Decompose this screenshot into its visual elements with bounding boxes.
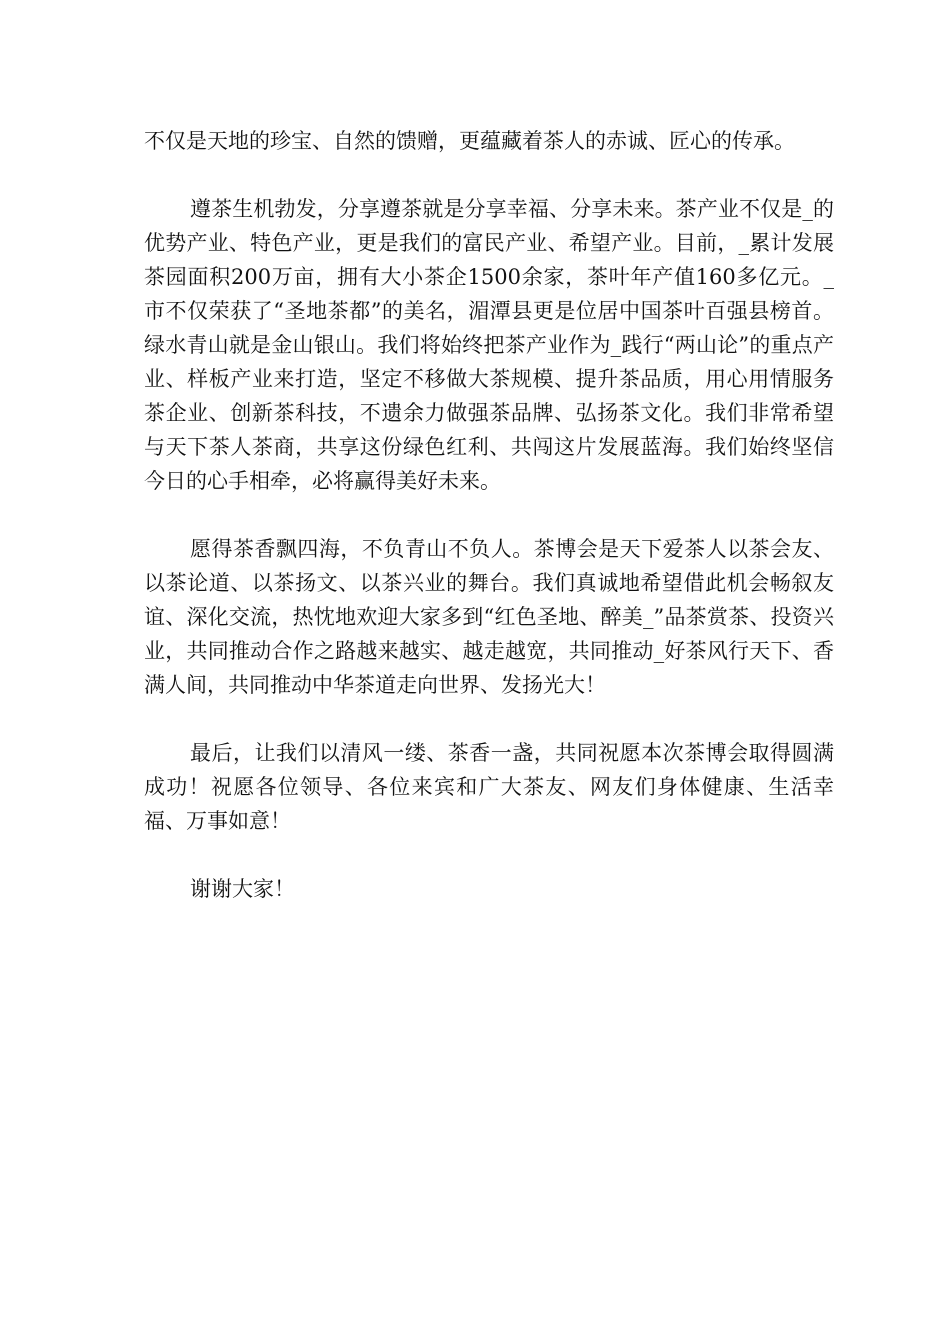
paragraph-gap (144, 158, 834, 192)
paragraph-gap (144, 702, 834, 736)
paragraph-3: 愿得茶香飘四海，不负青山不负人。茶博会是天下爱茶人以茶会友、以茶论道、以茶扬文、以茶兴业的舞台。我们真诚地希望借此机会畅叙友谊、深化交流，热忱地欢迎大家多到“红色圣地、醉美_”品茶赏茶、投资兴业，共同推动合作之路越来越实、越走越宽，共同推动_好茶风行天下、香满人间，共同推动中华茶道走向世界、发扬光大！ (144, 537, 834, 697)
document-body (144, 124, 834, 906)
paragraph-gap (144, 498, 834, 532)
paragraph-4: 最后，让我们以清风一缕、茶香一盏，共同祝愿本次茶博会取得圆满成功！祝愿各位领导、各位来宾和广大茶友、网友们身体健康、生活幸福、万事如意！ (144, 741, 834, 833)
paragraph-1: 不仅是天地的珍宝、自然的馈赠，更蕴藏着茶人的赤诚、匠心的传承。 (144, 129, 795, 153)
closing-line: 谢谢大家！ (190, 877, 295, 901)
paragraph-2: 遵茶生机勃发，分享遵茶就是分享幸福、分享未来。茶产业不仅是_的优势产业、特色产业，更是我们的富民产业、希望产业。目前，_累计发展茶园面积200万亩，拥有大小茶企1500余家，茶叶年产值160多亿元。_市不仅荣获了“圣地茶都”的美名，湄潭县更是位居中国茶叶百强县榜首。绿水青山就是金山银山。我们将始终把茶产业作为_践行“两山论”的重点产业、样板产业来打造，坚定不移做大茶规模、提升茶品质，用心用情服务茶企业、创新茶科技，不遗余力做强茶品牌、弘扬茶文化。我们非常希望与天下茶人茶商，共享这份绿色红利、共闯这片发展蓝海。我们始终坚信今日的心手相牵，必将赢得美好未来。 (144, 197, 834, 493)
paragraph-gap (144, 838, 834, 872)
